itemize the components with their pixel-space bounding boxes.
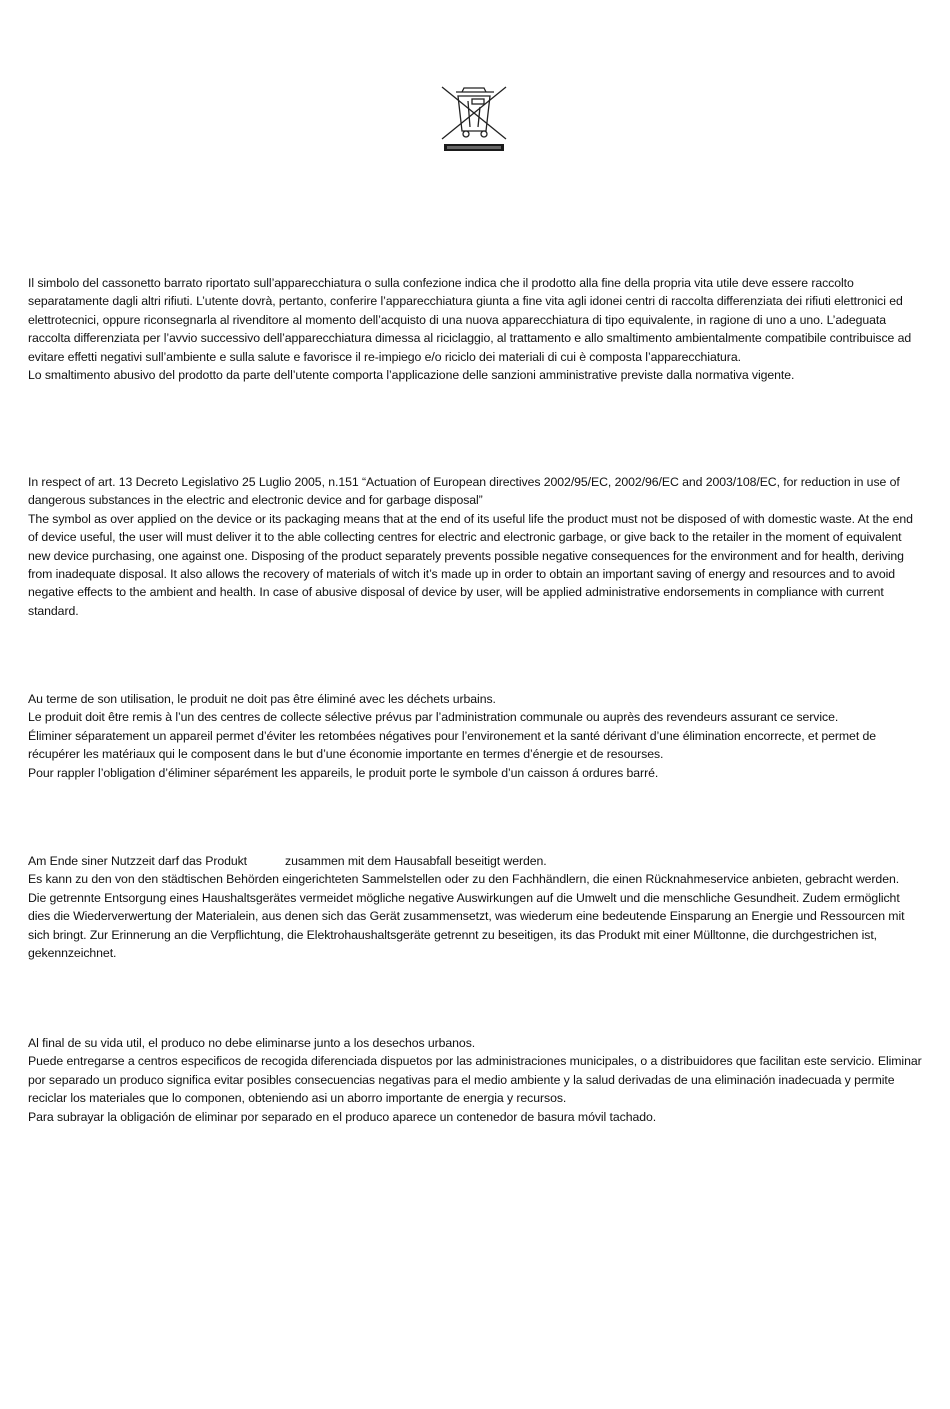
paragraph: Lo smaltimento abusivo del prodotto da parte dell’utente comporta l’applicazione delle sanzioni amministrative previste dalla normativa vigente. <box>28 368 795 383</box>
paragraph: Die getrennte Entsorgung eines Haushaltsgerätes vermeidet mögliche negative Auswirkungen auf die Umwelt und die menschliche Gesundheit. Zudem ermöglicht dies die Wiederverwertung der Materialein, aus denen sich das Gerät zusammensetzt, was wiederum eine bedeutende Einsparung an Energie und Ressourcen mit sich bringt. Zur Erinnerung an die Verpflichtung, die Elektrohaushaltsgeräte getrennt zu beseitigen, its das Produkt mit einer Mülltonne, die durchgestrichen ist, gekennzeichnet. <box>28 890 905 961</box>
text-fragment: zusammen mit dem Hausabfall beseitigt werden. <box>285 854 547 868</box>
french-section <box>28 690 924 782</box>
paragraph: Éliminer séparatement un appareil permet d’éviter les retombées négatives pour l’environement et la santé dérivant d’une élimination encorrecte, et permet de récupérer les matériaux qui le composent dans le but d’une économie importante en termes d’énergie et de resourses. <box>28 728 877 762</box>
paragraph: Pour rappler l’obligation d’éliminer séparément les appareils, le produit porte le symbole d’un caisson á ordures barré. <box>28 765 659 780</box>
german-section <box>28 852 924 962</box>
spanish-section <box>28 1034 924 1126</box>
paragraph: Es kann zu den von den städtischen Behörden eingerichteten Sammelstellen oder zu den Fachhändlern, die einen Rücknahmeservice anbieten, gebracht werden. <box>28 872 900 887</box>
paragraph: The symbol as over applied on the device or its packaging means that at the end of its useful life the product must not be disposed of with domestic waste. At the end of device useful, the user will must deliver it to the able collecting centres for electric and electronic garbage, or give back to the retailer in the moment of equivalent new device purchasing, one against one. Disposing of the product separately prevents possible negative consequences for the environment and for health, deriving from inadequate disposal. It also allows the recovery of materials of witch it’s made up in order to obtain an important saving of energy and resources and to avoid negative effects to the ambient and health. In case of abusive disposal of device by user, will be applied administrative endorsements in compliance with current standard. <box>28 511 913 618</box>
paragraph: Il simbolo del cassonetto barrato riportato sull’apparecchiatura o sulla confezione indica che il prodotto alla fine della propria vita utile deve essere raccolto separatamente dagli altri rifiuti. L’utente dovrà, pertanto, conferire l’apparecchiatura giunta a fine vita agli idonei centri di raccolta differenziata dei rifiuti elettronici ed elettrotecnici, oppure riconsegnarla al rivenditore al momento dell’acquisto di una nuova apparecchiatura di tipo equivalente, in ragione di uno a uno. L’adeguata raccolta differenziata per l’avvio successivo dell’apparecchiatura dimessa al riciclaggio, al trattamento e allo smaltimento ambientalmente compatibile contribuisce ad evitare effetti negativi sull’ambiente e sulla salute e favorisce il re-impiego e/o riciclo dei materiali di cui è composta l’apparecchiatura. <box>28 276 912 364</box>
paragraph: In respect of art. 13 Decreto Legislativo 25 Luglio 2005, n.151 “Actuation of European directives 2002/95/EC, 2002/96/EC and 2003/108/EC, for reduction in use of dangerous substances in the electric and electronic device and for garbage disposal” <box>28 475 900 508</box>
paragraph: Para subrayar la obligación de eliminar por separado en el produco aparece un contenedor de basura móvil tachado. <box>28 1109 657 1124</box>
english-section <box>28 473 924 620</box>
text-fragment: Am Ende siner Nutzzeit darf das Produkt <box>28 854 248 868</box>
paragraph: Puede entregarse a centros especificos de recogida diferenciada dispuetos por las administraciones municipales, o a distribuidores que facilitan este servicio. Eliminar por separado un produco significa evitar posibles consecuencias negativas para el medio ambiente y la salud derivadas de una eliminación inadecuada y permite reciclar los materiales que lo componen, obteniendo asi un aborro importante de energia y recursos. <box>28 1054 922 1106</box>
paragraph <box>28 852 924 870</box>
crossed-out-wheelie-bin-icon <box>438 85 510 153</box>
italian-section <box>28 274 924 384</box>
paragraph: Au terme de son utilisation, le produit ne doit pas être éliminé avec les déchets urbains. <box>28 692 496 706</box>
paragraph: Al final de su vida util, el produco no debe eliminarse junto a los desechos urbanos. <box>28 1036 476 1050</box>
paragraph: Le produit doit être remis à l’un des centres de collecte sélective prévus par l’administration communale ou auprès des revendeurs assurant ce service. <box>28 710 839 725</box>
